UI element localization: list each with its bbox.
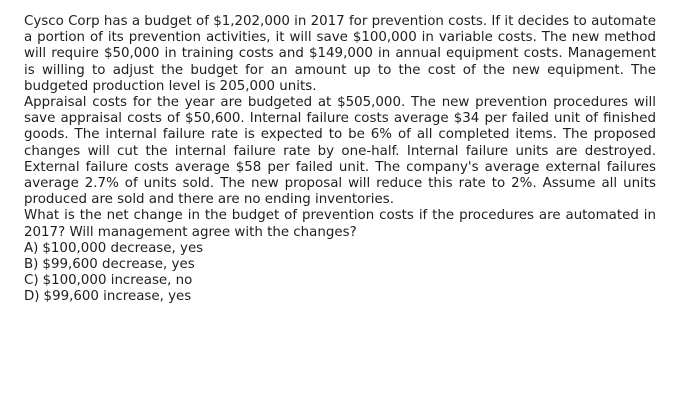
option-text: $100,000 decrease, yes <box>42 240 204 256</box>
option-text: $100,000 increase, no <box>42 273 193 289</box>
option-letter: C) <box>24 273 39 289</box>
option-text: $99,600 increase, yes <box>43 289 192 305</box>
question-prompt: What is the net change in the budget of prevention costs if the procedures are automated in 2017? Will management agree with the changes? <box>24 208 656 240</box>
answer-option-d[interactable] <box>24 289 656 305</box>
scenario-paragraph-2: Appraisal costs for the year are budgeted at $505,000. The new prevention procedures will save appraisal costs of $50,600. Internal failure costs average $34 per failed unit of finished goods. The internal failure rate is expected to be 6% of all completed items. The proposed changes will cut the internal failure rate by one-half. Internal failure units are destroyed. External failure costs average $58 per failed unit. The company's average external failures average 2.7% of units sold. The new proposal will reduce this rate to 2%. Assume all units produced are sold and there are no ending inventories. <box>24 95 656 208</box>
scenario-paragraph-1: Cysco Corp has a budget of $1,202,000 in 2017 for prevention costs. If it decides to automate a portion of its prevention activities, it will save $100,000 in variable costs. The new method will require $50,000 in training costs and $149,000 in annual equipment costs. Management is willing to adjust the budget for an amount up to the cost of the new equipment. The budgeted production level is 205,000 units. <box>24 14 656 94</box>
option-letter: A) <box>24 240 39 256</box>
answer-options <box>24 241 656 306</box>
option-letter: D) <box>24 289 40 305</box>
question-document <box>24 14 656 306</box>
option-text: $99,600 decrease, yes <box>42 257 195 273</box>
answer-option-b[interactable] <box>24 257 656 273</box>
answer-option-c[interactable] <box>24 273 656 289</box>
answer-option-a[interactable] <box>24 241 656 257</box>
option-letter: B) <box>24 257 39 273</box>
